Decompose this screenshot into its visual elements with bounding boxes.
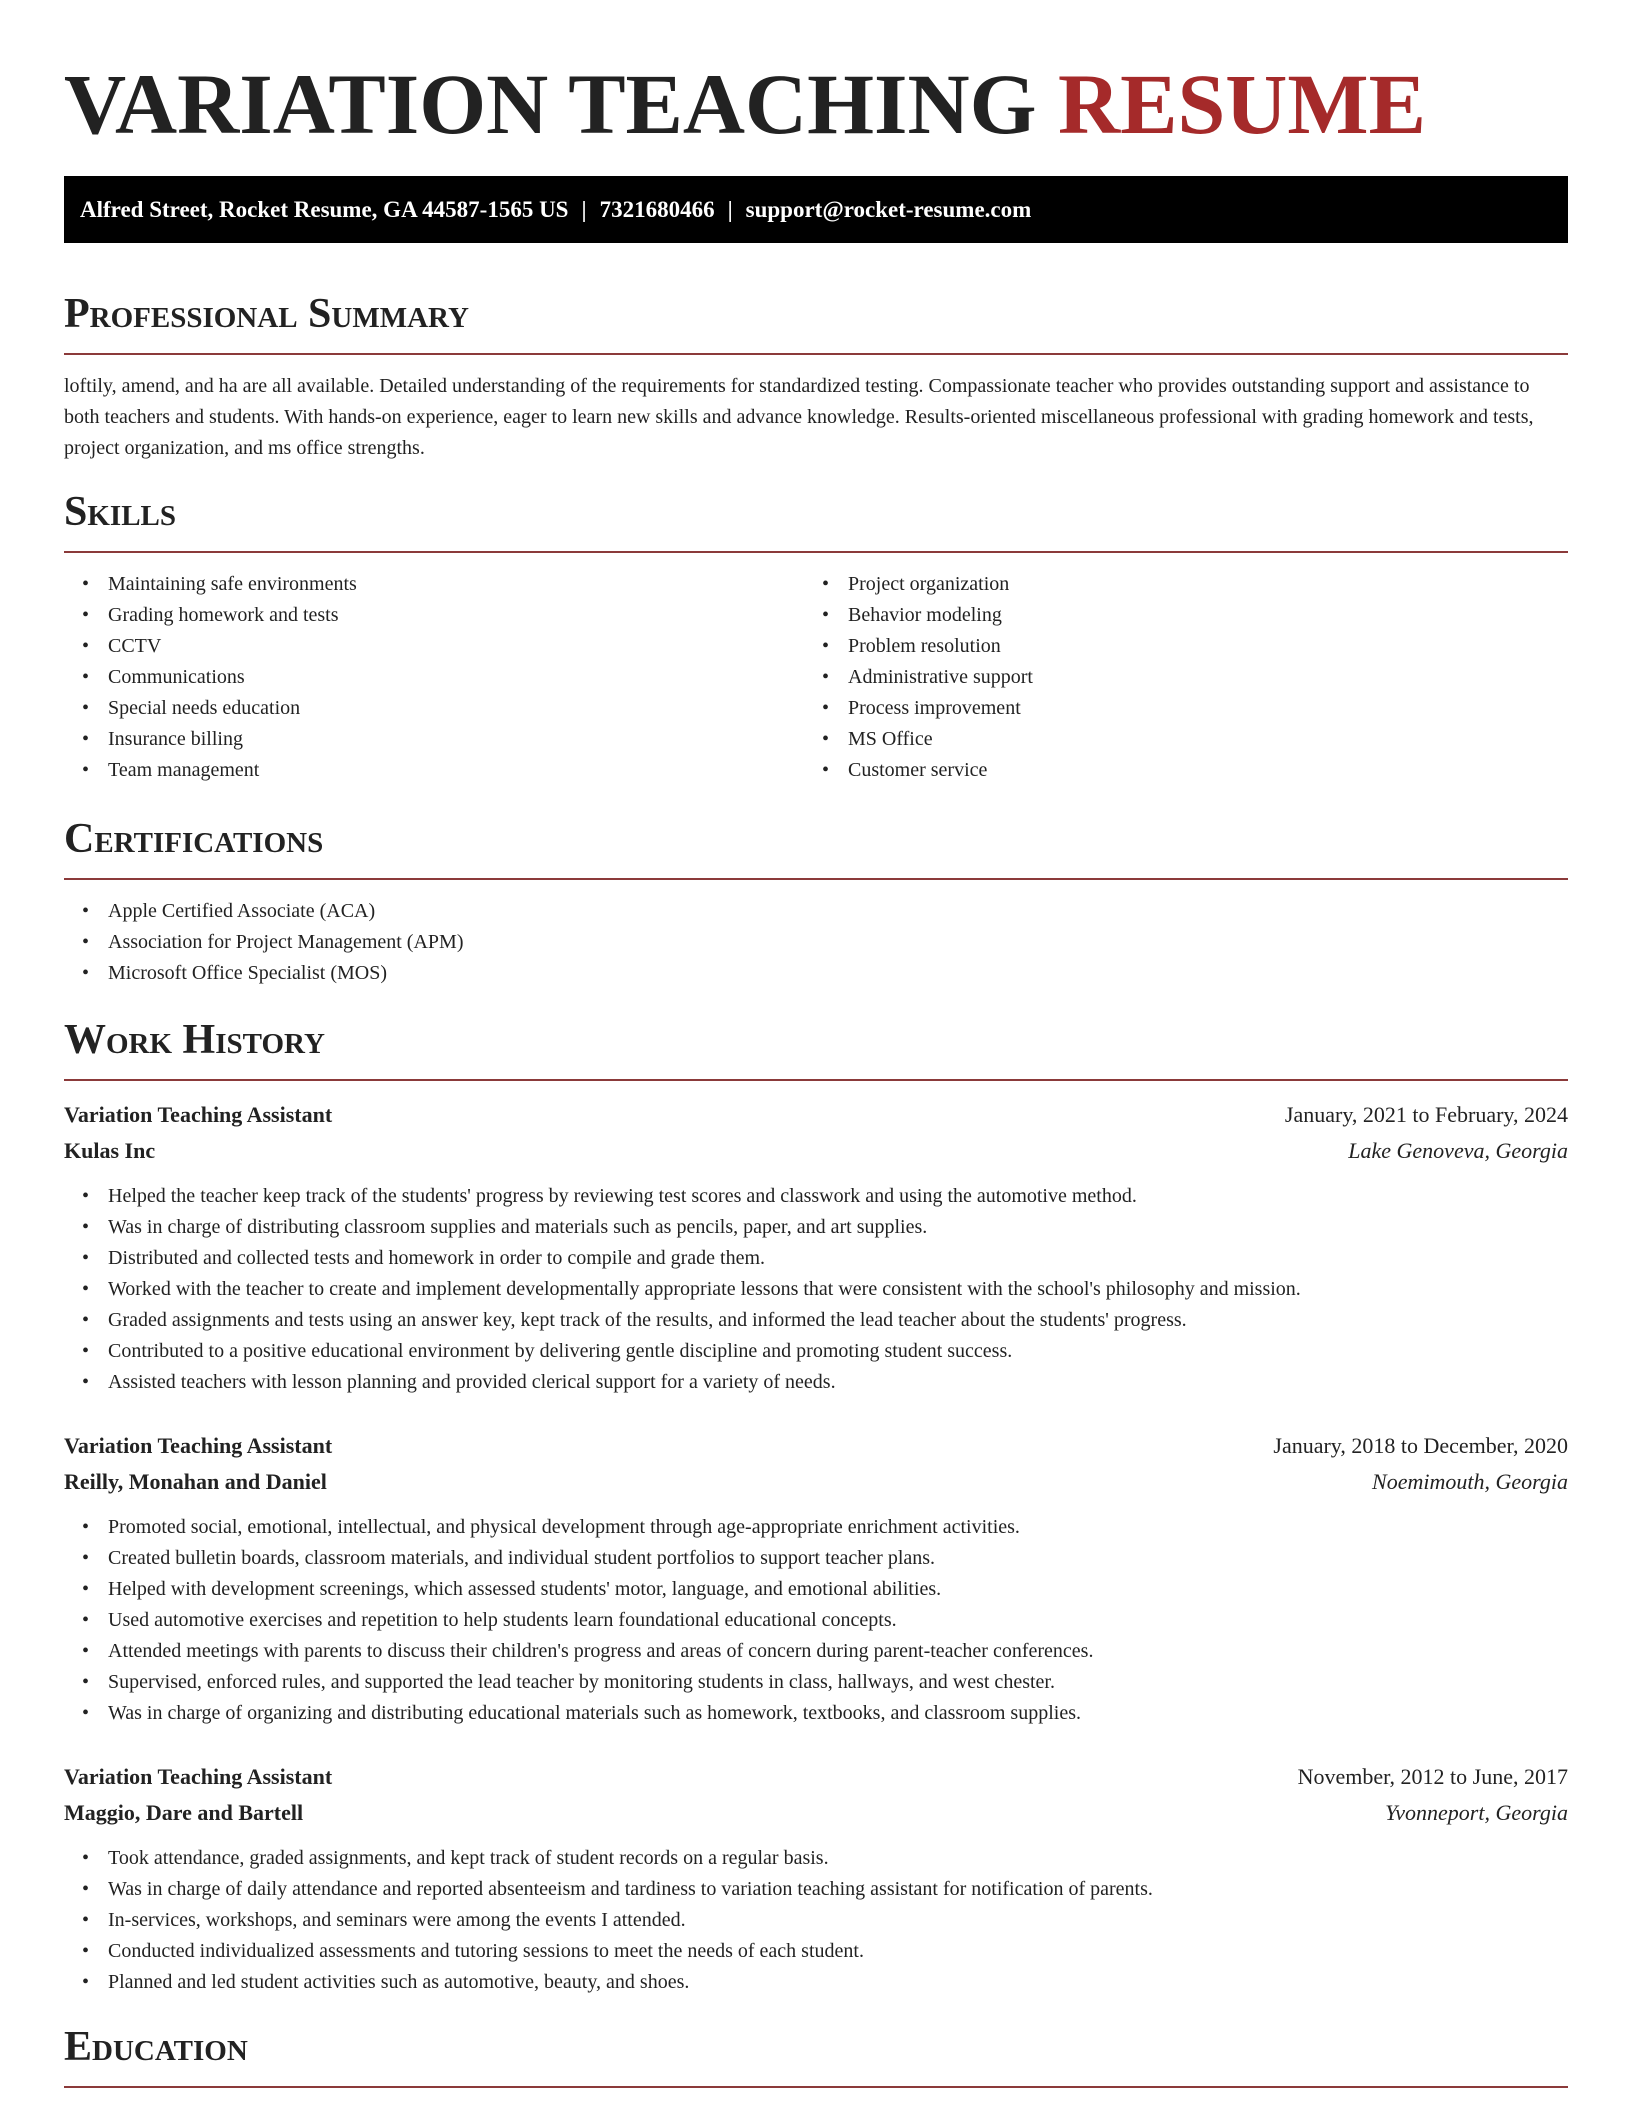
contact-separator: | [727, 197, 733, 222]
education-divider [64, 2086, 1568, 2088]
job-company: Reilly, Monahan and Daniel [64, 1469, 327, 1494]
job-duty-item: • Assisted teachers with lesson planning and provided clerical support for a variety of needs. [64, 1367, 1568, 1398]
skills-divider [64, 551, 1568, 553]
job-title: Variation Teaching Assistant [64, 1433, 333, 1458]
certifications-list [64, 896, 1568, 989]
job-duty-item: • Took attendance, graded assignments, and kept track of student records on a regular basis. [64, 1843, 1568, 1874]
job-duty-item: • Helped with development screenings, which assessed students' motor, language, and emotional abilities. [64, 1574, 1568, 1605]
skill-item: • CCTV [64, 631, 804, 662]
job-entry [64, 1759, 1568, 1998]
contact-bar [64, 176, 1568, 243]
summary-divider [64, 353, 1568, 355]
education-heading: Education [64, 2024, 248, 2070]
job-company-row [64, 1795, 1568, 1831]
job-company: Kulas Inc [64, 1138, 156, 1163]
skill-item: • Behavior modeling [804, 600, 1544, 631]
certification-item: • Association for Project Management (APM) [64, 927, 1568, 958]
skill-item: • Process improvement [804, 693, 1544, 724]
job-duty-item: • Was in charge of distributing classroom supplies and materials such as pencils, paper, and art supplies. [64, 1212, 1568, 1243]
title-main: VARIATION TEACHING [64, 56, 1037, 152]
job-header-row [64, 1759, 1568, 1795]
job-duty-item: • Contributed to a positive educational environment by delivering gentle discipline and promoting student success. [64, 1336, 1568, 1367]
job-entry [64, 1428, 1568, 1729]
job-duties-list [64, 1512, 1568, 1729]
work-history-heading: Work History [64, 1017, 325, 1063]
job-header-row [64, 1097, 1568, 1133]
contact-separator: | [581, 197, 587, 222]
job-duty-item: • Graded assignments and tests using an answer key, kept track of the results, and informed the lead teacher about the students' progress. [64, 1305, 1568, 1336]
contact-email[interactable]: support@rocket-resume.com [745, 197, 1032, 222]
skill-item: • Grading homework and tests [64, 600, 804, 631]
job-duty-item: • Planned and led student activities such as automotive, beauty, and shoes. [64, 1967, 1568, 1998]
job-duty-item: • Was in charge of organizing and distributing educational materials such as homework, textbooks, and classroom supplies. [64, 1698, 1568, 1729]
job-duty-item: • Worked with the teacher to create and implement developmentally appropriate lessons that were consistent with the school's philosophy and mission. [64, 1274, 1568, 1305]
skills-list-right [804, 569, 1544, 786]
job-location: Yvonneport, Georgia [1385, 1800, 1568, 1825]
certifications-divider [64, 878, 1568, 880]
contact-phone[interactable]: 7321680466 [599, 197, 715, 222]
job-dates: January, 2018 to December, 2020 [1273, 1433, 1568, 1458]
job-location: Noemimouth, Georgia [1372, 1469, 1568, 1494]
certifications-heading: Certifications [64, 816, 324, 862]
skill-item: • MS Office [804, 724, 1544, 755]
skill-item: • Maintaining safe environments [64, 569, 804, 600]
job-duty-item: • Created bulletin boards, classroom materials, and individual student portfolios to support teacher plans. [64, 1543, 1568, 1574]
skills-grid [64, 569, 1568, 786]
job-company: Maggio, Dare and Bartell [64, 1800, 304, 1825]
job-header-row [64, 1428, 1568, 1464]
job-entry [64, 1097, 1568, 1398]
job-location: Lake Genoveva, Georgia [1348, 1138, 1568, 1163]
skill-item: • Special needs education [64, 693, 804, 724]
summary-text: loftily, amend, and ha are all available. Detailed understanding of the requirements for standardized testing. Compassionate teacher who provides outstanding support and assistance to both teachers and students. With hands-on experience, eager to learn new skills and advance knowledge. Results-oriented miscellaneous professional with grading homework and tests, project organization, and ms office strengths. [64, 375, 1534, 459]
skill-item: • Administrative support [804, 662, 1544, 693]
job-title: Variation Teaching Assistant [64, 1102, 333, 1127]
skill-item: • Problem resolution [804, 631, 1544, 662]
certification-item: • Apple Certified Associate (ACA) [64, 896, 1568, 927]
job-duty-item: • Was in charge of daily attendance and reported absenteeism and tardiness to variation teaching assistant for notification of parents. [64, 1874, 1568, 1905]
job-duty-item: • Used automotive exercises and repetition to help students learn foundational educational concepts. [64, 1605, 1568, 1636]
job-duties-list [64, 1181, 1568, 1398]
work-history-divider [64, 1079, 1568, 1081]
job-duty-item: • Supervised, enforced rules, and supported the lead teacher by monitoring students in class, hallways, and west chester. [64, 1667, 1568, 1698]
skills-list-left [64, 569, 804, 786]
skills-heading: Skills [64, 489, 177, 535]
resume-title [64, 0, 1568, 176]
job-company-row [64, 1133, 1568, 1169]
certification-item: • Microsoft Office Specialist (MOS) [64, 958, 1568, 989]
contact-address: Alfred Street, Rocket Resume, GA 44587-1565 US [80, 197, 569, 222]
job-duty-item: • Promoted social, emotional, intellectual, and physical development through age-appropriate enrichment activities. [64, 1512, 1568, 1543]
job-duty-item: • Distributed and collected tests and homework in order to compile and grade them. [64, 1243, 1568, 1274]
job-duties-list [64, 1843, 1568, 1998]
job-dates: November, 2012 to June, 2017 [1297, 1764, 1568, 1789]
job-duty-item: • Helped the teacher keep track of the students' progress by reviewing test scores and classwork and using the automotive method. [64, 1181, 1568, 1212]
job-duty-item: • Attended meetings with parents to discuss their children's progress and areas of concern during parent-teacher conferences. [64, 1636, 1568, 1667]
job-duty-item: • In-services, workshops, and seminars were among the events I attended. [64, 1905, 1568, 1936]
job-title: Variation Teaching Assistant [64, 1764, 333, 1789]
skill-item: • Insurance billing [64, 724, 804, 755]
skill-item: • Communications [64, 662, 804, 693]
skill-item: • Team management [64, 755, 804, 786]
job-duty-item: • Conducted individualized assessments and tutoring sessions to meet the needs of each student. [64, 1936, 1568, 1967]
job-dates: January, 2021 to February, 2024 [1284, 1102, 1568, 1127]
summary-heading: Professional Summary [64, 291, 469, 337]
title-accent: RESUME [1058, 56, 1426, 152]
job-company-row [64, 1464, 1568, 1500]
skill-item: • Project organization [804, 569, 1544, 600]
skill-item: • Customer service [804, 755, 1544, 786]
